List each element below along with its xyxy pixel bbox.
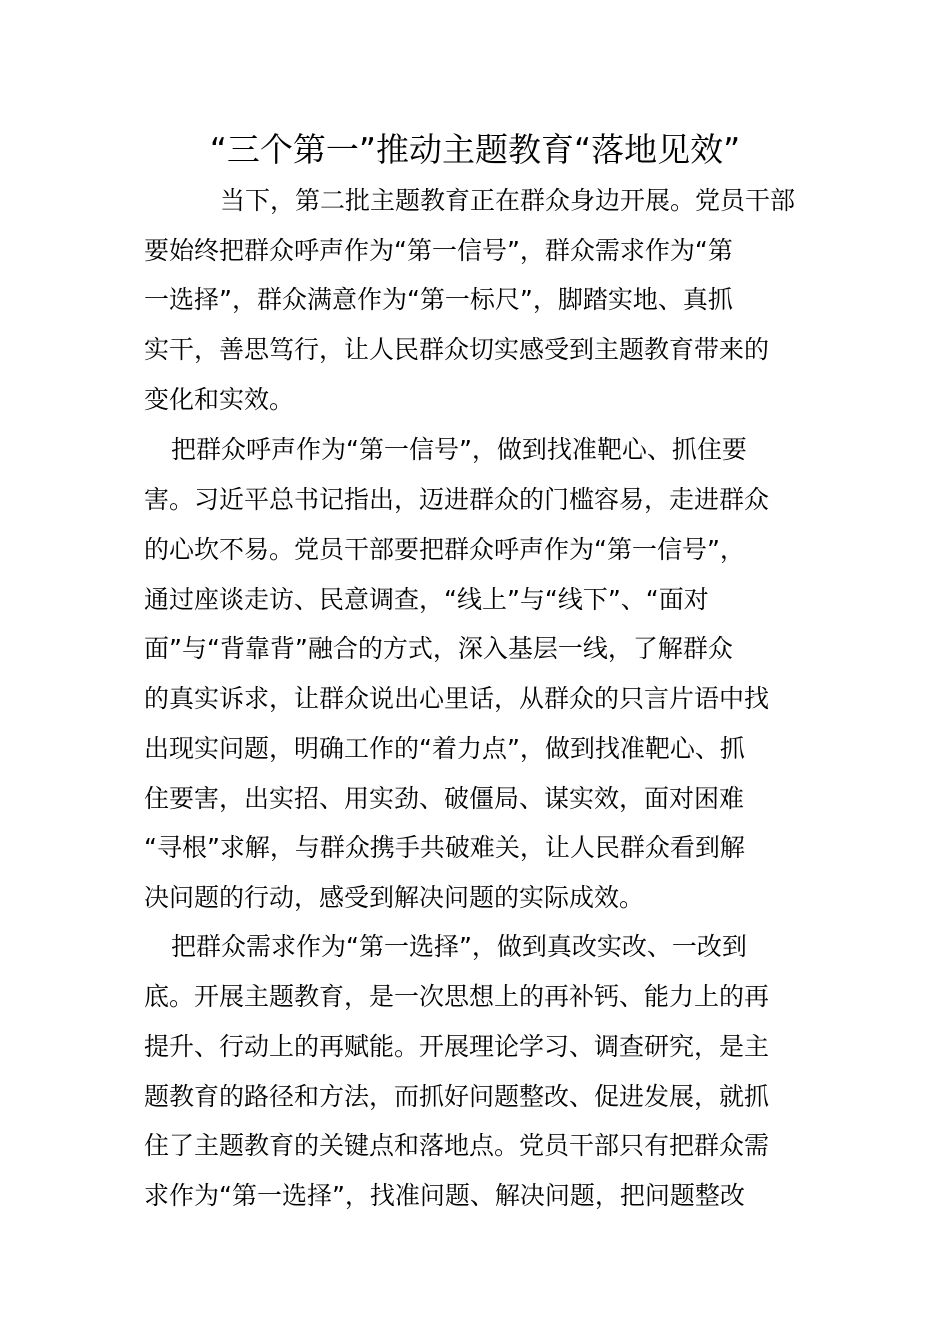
paragraph-line: 提升、行动上的再赋能。开展理论学习、调查研究，是主 [144, 1032, 770, 1061]
paragraph-line: 住要害，出实招、用实劲、破僵局、谋实效，面对困难 [144, 784, 745, 813]
paragraph-line: 面”与“背靠背”融合的方式，深入基层一线，了解群众 [144, 634, 733, 663]
paragraph-line: 当下，第二批主题教育正在群众身边开展。党员干部 [220, 186, 796, 215]
paragraph-line: 住了主题教育的关键点和落地点。党员干部只有把群众需 [144, 1131, 770, 1160]
paragraph-line: 一选择”，群众满意作为“第一标尺”，脚踏实地、真抓 [144, 285, 733, 314]
paragraph-line: “寻根”求解，与群众携手共破难关，让人民群众看到解 [144, 833, 745, 862]
paragraph-line: 题教育的路径和方法，而抓好问题整改、促进发展，就抓 [144, 1082, 770, 1111]
document-title: “三个第一”推动主题教育“落地见效” [209, 130, 741, 169]
paragraph-line: 实干，善思笃行，让人民群众切实感受到主题教育带来的 [144, 335, 770, 364]
paragraph-line: 底。开展主题教育，是一次思想上的再补钙、能力上的再 [144, 982, 770, 1011]
paragraph-line: 的心坎不易。党员干部要把群众呼声作为“第一信号”， [144, 535, 745, 564]
paragraph-line: 的真实诉求，让群众说出心里话，从群众的只言片语中找 [144, 684, 770, 713]
paragraph-line: 要始终把群众呼声作为“第一信号”，群众需求作为“第 [144, 236, 733, 265]
paragraph-line: 变化和实效。 [144, 385, 295, 414]
paragraph-line: 出现实问题，明确工作的“着力点”，做到找准靶心、抓 [144, 734, 745, 763]
paragraph-line: 决问题的行动，感受到解决问题的实际成效。 [144, 883, 645, 912]
paragraph-line: 通过座谈走访、民意调查，“线上”与“线下”、“面对 [144, 585, 709, 614]
paragraph-line: 求作为“第一选择”，找准问题、解决问题，把问题整改 [144, 1181, 745, 1210]
paragraph-line: 把群众呼声作为“第一信号”，做到找准靶心、抓住要 [171, 435, 747, 464]
paragraph-line: 害。习近平总书记指出，迈进群众的门槛容易，走进群众 [144, 485, 770, 514]
paragraph-line: 把群众需求作为“第一选择”，做到真改实改、一改到 [171, 932, 747, 961]
